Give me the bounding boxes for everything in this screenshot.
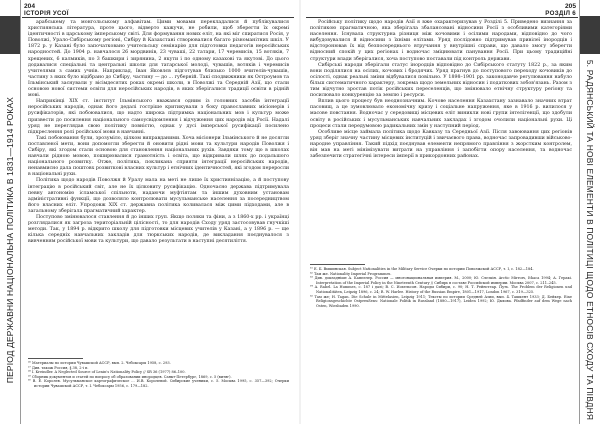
right-paragraph: Вплив цього процесу був неоднозначним. Кочове населення Казахстану зазнавало значних втрат пасовищ, а це зумовлювало економічну кризу і соціальне напруження, яке в 1916 р. вилилося у масове повстання. Водночас у середовищі місцевих еліт виникли нові групи інтелігенції, що здобули освіту в російських і мусульманських навчальних закладах і згодом очолили національні рухи. Ці процеси стали передумовою радикальних змін у наступний період.: [310, 99, 572, 129]
left-paragraph: Поступово змінювалося ставлення й до інших груп. Якщо поляки та фіни, а з 1860-х рр. і українці розглядалися як загроза територіальній цілісності, то для народів Сходу уряд застосовував гнучкіші методи. Так, у 1894 р. відкрито школу для підготовки місцевих учителів у Казані, а у 1896 р. — ще кілька середніх навчальних закладів для тюркських народів, де викладання поєднувалося з вивченням російської мови та культури, що давало результати в наступні десятиліття.: [28, 215, 289, 245]
right-footnote: ³⁵ Там же; H. Tagan. Die Schule in Mittelasien, Leipzig 1911; Тексты по истории Средней Азии, вып. 4. Ташкент 1933; Д. Бейкер. Eine Religionsgeschichte Ostpreußens: Nationale Politik in Russland (1880—1917), Leiden 1992; Ю. Дыхова. Pfadfinder auf dem Wege nach Osten, Wiesbaden 1990.: [310, 294, 572, 308]
left-footnote: ²⁹ Сборник документов и статей по вопросу об образовании инородцев. Санкт-Петербург, 1869, с. 5 (витяг).: [28, 374, 232, 379]
left-side-marker: [0, 16, 20, 54]
right-paragraph: Особливе місце займала політика щодо Кавказу та Середньої Азії. Після завоювання цих регіонів уряд зберіг значну частину місцевих інституцій і звичаєвого права, водночас запровадивши військово-народне управління. Такий підхід поєднував елементи непрямого правління з жорстким контролем, він мав на меті мінімізувати витрати на управління і запобігти опору населення, та водночас забезпечити стратегічні інтереси імперії в прикордонних районах.: [310, 129, 572, 160]
right-footnotes: [310, 267, 572, 308]
right-footnote: ³¹ Е. Б. Вышинская. Subject Nationalities in the Military Service Очерки по истории Поволжской АССР, т. I, c. 182—184.: [310, 267, 534, 271]
right-paragraph: Російську політику щодо народів Азії я вже охарактеризував у Розділі 5. Приведено визнання за політикою прагматичною, яка зберігала збалансовані відносини Росії з особливими категоріями населення. Існувала структурна різниця між кочовими і осілими народами, відповідно до чого вибудовувалися й відносини з їхніми елітами. Уряд послідовно підтримував привілеї інородців і відсторонював їх від безпосереднього втручання у внутрішні справи, що давало змогу зберегти відносний спокій у цих регіонах і водночас зміцнювати панування Росії. При цьому традиційні структури влади зберігалися, хоча поступово поставали під контроль держави.: [310, 20, 572, 62]
left-paragraph: Наприкінці XIX ст. інститут Ільмінського вважався одним із головних засобів інтеграції неросійських народів, однак його дедалі гостріше критикували з боку православних місіонерів і русифікаторів, які побоювалися, що надто широка підтримка національних мов і культур може призвести до посилення національного самоусвідомлення і відчуження цих народів від Росії. Надалі уряд не переглядав свою політику повністю, однак у дусі імперської русифікації посилено підкреслення ролі російської мови в навчанні.: [28, 99, 289, 135]
left-page-number: 204: [24, 3, 36, 10]
left-side-strip: [0, 0, 21, 424]
left-header-rule: [22, 17, 294, 18]
right-page: [301, 0, 600, 424]
right-side-strip: [579, 0, 600, 424]
left-header: [24, 3, 293, 15]
left-footnote: ²⁸ I. Kreindler. A Neglected Source of Lenin's Nationality Policy // SR 36 (1977) 86–100.: [28, 370, 186, 375]
right-side-marker: [580, 16, 600, 54]
left-page: [0, 0, 299, 424]
left-running-header: ІСТОРІЯ УСОЇ: [24, 10, 69, 17]
left-footnote-rule: [28, 358, 83, 359]
right-paragraph: Сибірські народи зберігали статус інородців відповідно до Сибірського статуту 1822 р., за яким вони поділялися на осілих, кочових і бродячих. Уряд прагнув до поступового переходу кочовиків до осілості, однак реальні зміни відбувалися повільно. У 1898–1901 рр. законодавче регулювання набуло більш систематичного характеру, зокрема щодо земельних відносин і податкових зобов'язань. Разом з тим відчутно зростав потік російських переселенців, що змінювало етнічну структуру регіону та посилювало конкуренцію за землю і ресурси.: [310, 62, 572, 99]
left-footnote: ²⁶ Материалы по истории Чувашской АССР, вып. 2. Чебоксары 1958, с. 293.: [28, 361, 171, 365]
left-paragraph: Політика щодо народів Поволжя й Уралу мала на меті не лише їх християнізацію, а й поступову інтеграцію в російський світ, але не їх цілковиту русифікацію. Одночасно держава підтримувала певну автономію ісламської спільноти, надаючи муфтіятам та іншим духовним установам адміністративні функції, що дозволяло контролювати мусульманське населення за посередництвом його власних еліт. Упродовж XIX ст. державна політика коливалася між цими підходами, але в загальному зберігала прагматичний характер.: [28, 178, 289, 214]
right-header: [307, 3, 576, 15]
left-vertical-title: [0, 70, 20, 410]
right-footnote: ³³ Див. докладніше A. Каппелер. Россия — многонациональная империя. М., 2000; Ю. Слєзкін. Arctic Mirrors, Ithaca 1994; А. Геракі. Interpretation of the Imperial Policy in the Nineteenth Century // Сибирь в составе Российской империи. Москва 2007, с. 211–245.: [310, 276, 572, 285]
right-page-number: 205: [564, 3, 576, 10]
left-footnote: ³⁰ В. Е. Королев. Мусульманское картографическое ... И.В. Королевой. Сибирские ученики, с. 5. Москва 1995, с. 357—392; Очерки истории Чувашской АССР, т. I. Чебоксары 1956, с. 179—182.: [28, 379, 289, 388]
left-paragraph: арабськему та монгольському алфавітам. Цими мовами перекладалися й публікувалися християнська література, проте цього, відверто кажучи, не робили, щоб зберегти їх окремі ідентичності в царському імперському світі. Для формування нових еліт, на які міг спиратися Росія, у Поволжі, Урало-Сибірському регіоні, Сибіру й Казахстані створювалися багато різноманітних шкіл. У 1872 р. у Казані було започатковано учительську семінарію для підготовки педагогів неросійських народностей. До 1904 р. навчалося 26 мордвинів, 23 чуваші, 22 татари, 17 черемисів, 15 вотяків, 7 хрещених, 6 калмиків, по 3 башкири і зирянина, 2 якути і по одному казахові та якутові. До цього додавалися спеціальні та центральні школи для татарської молоді, чувашів, вотяків і черемисів учителями з самих учнів. Наприклад, Іван Яковлєв підготував близько 1000 вчителів-чувашів, частину з яких було відібрано до Сибіру, частину — до ... губерній. Такі сподвижники як Остроумов та Ільмінський заснували у вісімдесятих роках окремі школи, в Поволжі та Середній Азії, що стали основою нової системи освіти для неросійських народів, в яких зберігалися традиції освіти в рідній мові.: [28, 20, 289, 99]
right-footnote-rule: [310, 264, 365, 265]
left-body-text: [28, 20, 289, 245]
right-body-text: [310, 20, 572, 160]
left-vertical-title-text: ПЕРІОД ДЕРЖАВНИ НАЦІОНАЛЬНА ПОЛІТИКА В 1831—1914 РОКАХ: [5, 96, 15, 384]
left-footnotes: [28, 361, 289, 389]
left-paragraph: Такі побоювання були, зрозуміло, цілком виправданими. Хоча місіонери Ільмінського й не досягли поставленої мети, вони допомогли зберегти й оновити рідні мови та культури народів Поволжя і Сибіру, які згодом стали основою для становлення національних рухів. Завдяки тому що в школах навчали рідною мовою, поширювалися грамотність і освіта, що відкривали шлях до подальшого національного розвитку. Отже, політика, покликана сприяти інтеграції неросійських народів, ненавмисно дала поштовх розвиткові власних культур і етнічних ідентичностей, які згодом переросли в національні рухи.: [28, 135, 289, 178]
right-vertical-title: [580, 59, 600, 421]
right-vertical-title-text: 5. РАДЯНСЬКИЙ ТА НОВІ ЕЛЕМЕНТИ В ПОЛІТИЦІ ЩОДО ЕТНОСІВ СХОДУ ТА ПІВДНЯ: [585, 59, 596, 421]
right-footnote: ³² Там же. Nationality Imperial Programmes.: [310, 271, 392, 276]
right-footnote: ³⁴ A. Rabel. La Hummes, c. 187 і далі; В. С. Иохельсон. Народы Сибири, с. 90; Н. Т. Рейнстеар. Путь. The Problem der Religionen und Nationalitäten, Leipzig 1896, с. 24; R. W. Harlee. History of the Russian Empire, 1801—1917, London 1967, с. 319—325.: [310, 285, 572, 294]
left-footnote: ²⁷ Див. також Россия, § 38, 2-і п.: [28, 365, 89, 370]
right-header-rule: [306, 17, 578, 18]
right-running-header: РОЗДІЛ 6: [545, 10, 576, 17]
